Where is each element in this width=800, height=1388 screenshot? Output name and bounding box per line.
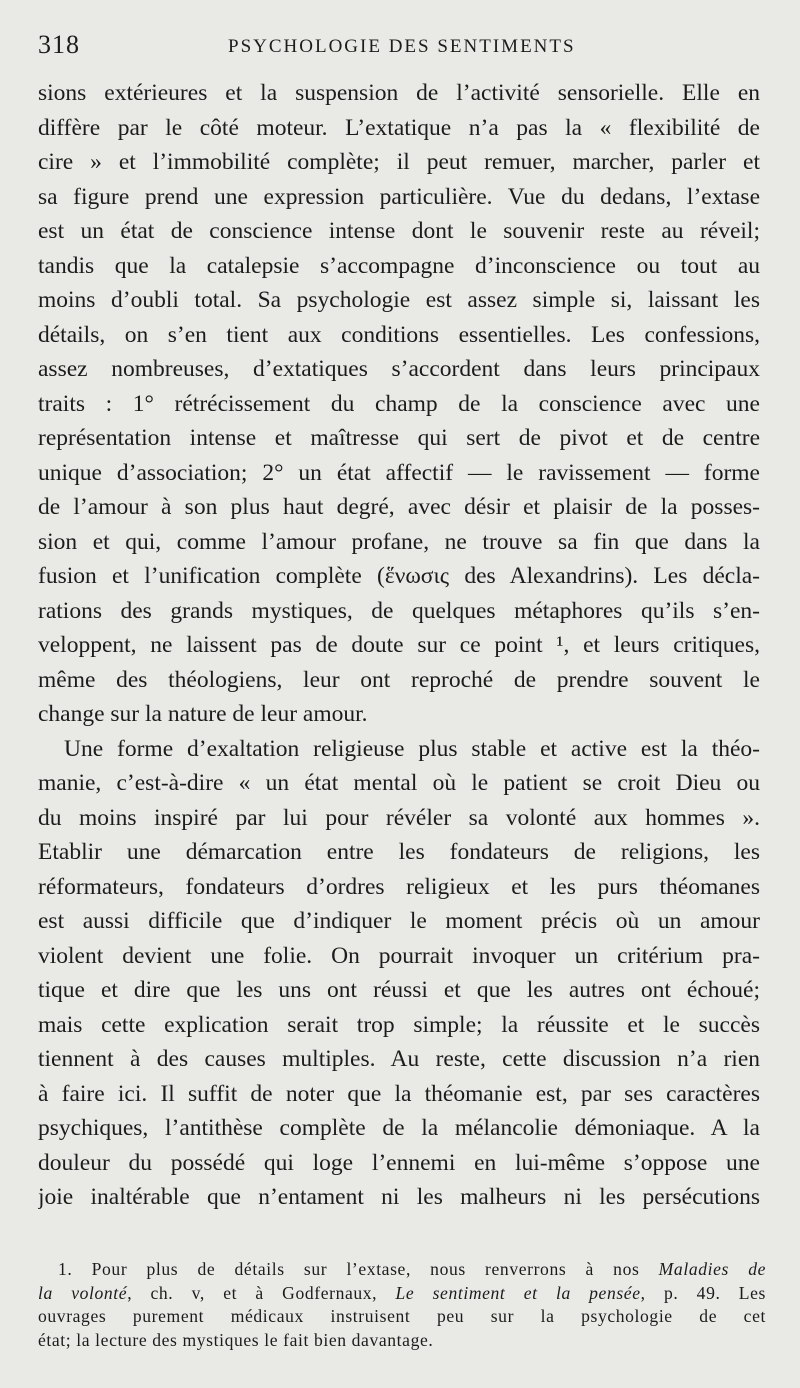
text-line: du moins inspiré par lui pour révéler sa volonté aux hommes ». [38,804,760,831]
text-line: détails, on s’en tient aux conditions essentielles. Les confessions, [38,321,760,348]
footnote [38,1258,766,1352]
text-line: sa figure prend une expression particulière. Vue du dedans, l’extase [38,183,760,210]
footnote-book-title: Maladies de [658,1259,766,1279]
text-line: tiennent à des causes multiples. Au reste, cette discussion n’a rien [38,1046,760,1072]
text-line: veloppent, ne laissent pas de doute sur ce point ¹, et leurs critiques, [38,632,760,658]
text-line: sions extérieures et la suspension de l’activité sensorielle. Elle en [38,80,760,106]
text-line: réformateurs, fondateurs d’ordres religieux et les purs théomanes [38,873,760,900]
text-line: joie inaltérable que n’entament ni les malheurs ni les persécutions [38,1184,760,1210]
text-line: assez nombreuses, d’extatiques s’accordent dans leurs principaux [38,356,760,382]
text-line: même des théologiens, leur ont reproché de prendre souvent le [38,666,760,693]
body-text [38,76,760,1215]
text-line: change sur la nature de leur amour. [38,701,368,727]
text-line: fusion et l’unification complète (ἕνωσις des Alexandrins). Les décla- [38,563,760,589]
text-line: traits : 1° rétrécissement du champ de la conscience avec une [38,390,760,417]
text-line: tique et dire que les uns ont réussi et que les autres ont échoué; [38,977,760,1003]
text-line: est un état de conscience intense dont le souvenir reste au réveil; [38,218,760,244]
text-line: est aussi difficile que d’indiquer le moment précis où un amour [38,908,760,934]
text-line: de l’amour à son plus haut degré, avec désir et plaisir de la posses- [38,494,760,520]
text-line: mais cette explication serait trop simple; la réussite et le succès [38,1011,760,1038]
text-line: sion et qui, comme l’amour profane, ne trouve sa fin que dans la [38,528,760,555]
page-header [38,30,760,70]
footnote-line: la volonté, ch. v, et à Godfernaux, Le sentiment et la pensée, p. 49. Les [38,1282,766,1303]
footnote-book-title: Le sentiment et la pensée [395,1282,641,1303]
text-line: moins d’oubli total. Sa psychologie est assez simple si, laissant les [38,287,760,313]
footnote-book-title: la volonté [38,1282,128,1303]
text-line: représentation intense et maîtresse qui sert de pivot et de centre [38,425,760,451]
text-line: douleur du possédé qui loge l’ennemi en lui-même s’oppose une [38,1149,760,1176]
text-line: cire » et l’immobilité complète; il peut remuer, marcher, parler et [38,149,760,175]
text-line: psychiques, l’antithèse complète de la mélancolie démoniaque. A la [38,1115,760,1141]
text-line: tandis que la catalepsie s’accompagne d’inconscience ou tout au [38,252,760,279]
footnote-line: 1. Pour plus de détails sur l’extase, nous renverrons à nos Maladies de [58,1259,766,1279]
text-line: Etablir une démarcation entre les fondateurs de religions, les [38,839,760,865]
text-line: manie, c’est-à-dire « un état mental où le patient se croit Dieu ou [38,770,760,796]
footnote-line: état; la lecture des mystiques le fait bien davantage. [38,1329,434,1350]
running-title: PSYCHOLOGIE DES SENTIMENTS [228,36,576,57]
text-line: rations des grands mystiques, de quelques métaphores qu’ils s’en- [38,597,760,624]
footnote-line: ouvrages purement médicaux instruisent peu sur la psychologie de cet [38,1306,766,1326]
text-line: Une forme d’exaltation religieuse plus stable et active est la théo- [64,735,760,762]
text-line: diffère par le côté moteur. L’extatique n’a pas la « flexibilité de [38,114,760,141]
page-number: 318 [38,30,80,59]
text-line: à faire ici. Il suffit de noter que la théomanie est, par ses caractères [38,1080,760,1107]
text-line: violent devient une folie. On pourrait invoquer un critérium pra- [38,942,760,969]
text-line: unique d’association; 2° un état affectif — le ravissement — forme [38,459,760,486]
